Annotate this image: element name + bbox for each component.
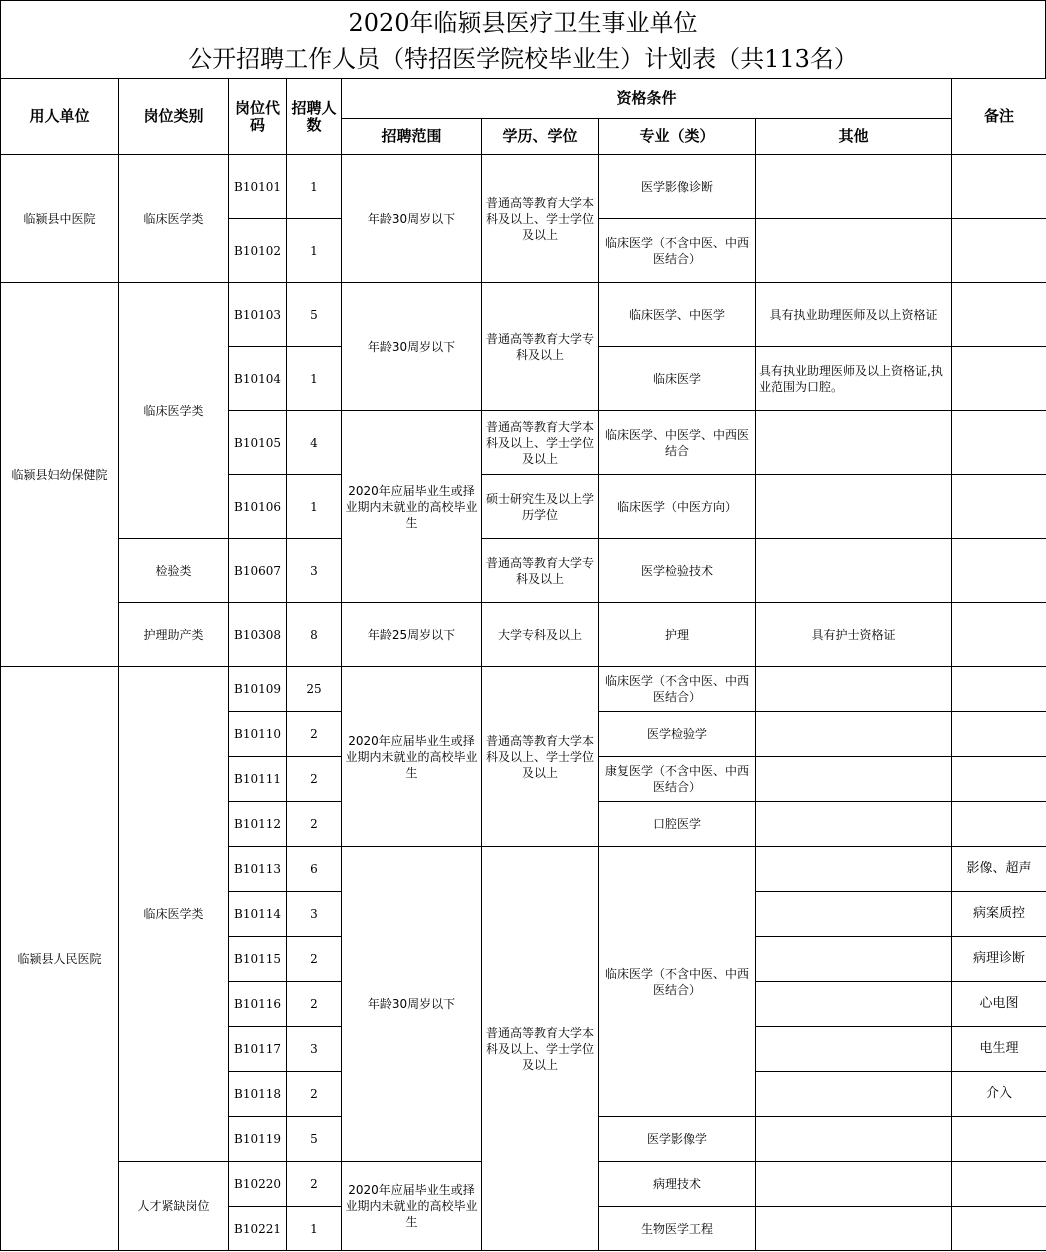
other-cell — [756, 411, 952, 475]
remark-cell — [952, 219, 1046, 283]
post-type-cell: 临床医学类 — [119, 155, 229, 283]
count-cell: 4 — [287, 411, 342, 475]
table-row — [1, 539, 1046, 603]
count-cell: 6 — [287, 847, 342, 892]
header-scope: 招聘范围 — [342, 119, 482, 155]
other-cell — [756, 1117, 952, 1162]
other-cell — [756, 1207, 952, 1251]
header-major: 专业（类） — [599, 119, 756, 155]
unit-cell: 临颍县人民医院 — [1, 667, 119, 1251]
title-line-2: 公开招聘工作人员（特招医学院校毕业生）计划表（共113名） — [188, 45, 858, 73]
other-cell: 具有执业助理医师及以上资格证,执业范围为口腔。 — [756, 347, 952, 411]
document-title — [0, 0, 1046, 78]
remark-cell — [952, 712, 1046, 757]
major-cell: 临床医学、中医学、中西医结合 — [599, 411, 756, 475]
remark-cell: 病案质控 — [952, 892, 1046, 937]
count-cell: 1 — [287, 1207, 342, 1251]
count-cell: 5 — [287, 1117, 342, 1162]
other-cell — [756, 475, 952, 539]
table-row — [1, 667, 1046, 712]
remark-cell — [952, 1162, 1046, 1207]
code-cell: B10109 — [229, 667, 287, 712]
degree-cell: 普通高等教育大学本科及以上、学士学位及以上 — [482, 667, 599, 847]
recruitment-plan-table — [0, 78, 1046, 1251]
code-cell: B10102 — [229, 219, 287, 283]
remark-cell: 影像、超声 — [952, 847, 1046, 892]
major-cell: 口腔医学 — [599, 802, 756, 847]
remark-cell — [952, 603, 1046, 667]
degree-cell: 硕士研究生及以上学历学位 — [482, 475, 599, 539]
count-cell: 25 — [287, 667, 342, 712]
code-cell: B10220 — [229, 1162, 287, 1207]
major-cell: 护理 — [599, 603, 756, 667]
remark-cell — [952, 155, 1046, 219]
degree-cell: 普通高等教育大学专科及以上 — [482, 539, 599, 603]
count-cell: 8 — [287, 603, 342, 667]
other-cell — [756, 219, 952, 283]
other-cell — [756, 1072, 952, 1117]
code-cell: B10115 — [229, 937, 287, 982]
code-cell: B10105 — [229, 411, 287, 475]
header-unit: 用人单位 — [1, 79, 119, 155]
remark-cell: 病理诊断 — [952, 937, 1046, 982]
count-cell: 2 — [287, 937, 342, 982]
remark-cell — [952, 1117, 1046, 1162]
unit-cell: 临颍县中医院 — [1, 155, 119, 283]
header-post-type: 岗位类别 — [119, 79, 229, 155]
major-cell: 医学检验学 — [599, 712, 756, 757]
post-type-cell: 临床医学类 — [119, 283, 229, 539]
code-cell: B10114 — [229, 892, 287, 937]
count-cell: 5 — [287, 283, 342, 347]
header-remark: 备注 — [952, 79, 1046, 155]
code-cell: B10119 — [229, 1117, 287, 1162]
code-cell: B10308 — [229, 603, 287, 667]
count-cell: 2 — [287, 802, 342, 847]
degree-cell: 大学专科及以上 — [482, 603, 599, 667]
post-type-cell: 护理助产类 — [119, 603, 229, 667]
scope-cell: 2020年应届毕业生或择业期内未就业的高校毕业生 — [342, 667, 482, 847]
major-cell: 康复医学（不含中医、中西医结合） — [599, 757, 756, 802]
code-cell: B10607 — [229, 539, 287, 603]
other-cell — [756, 982, 952, 1027]
remark-cell — [952, 667, 1046, 712]
scope-cell: 年龄30周岁以下 — [342, 847, 482, 1162]
count-cell: 2 — [287, 982, 342, 1027]
title-line-1: 2020年临颍县医疗卫生事业单位 — [348, 9, 698, 37]
table-row — [1, 603, 1046, 667]
major-cell: 医学检验技术 — [599, 539, 756, 603]
remark-cell — [952, 802, 1046, 847]
count-cell: 3 — [287, 892, 342, 937]
code-cell: B10112 — [229, 802, 287, 847]
code-cell: B10221 — [229, 1207, 287, 1251]
other-cell — [756, 1162, 952, 1207]
remark-cell — [952, 1207, 1046, 1251]
other-cell: 具有护士资格证 — [756, 603, 952, 667]
table-row — [1, 155, 1046, 219]
remark-cell: 介入 — [952, 1072, 1046, 1117]
other-cell — [756, 539, 952, 603]
major-cell: 临床医学（中医方向） — [599, 475, 756, 539]
major-cell: 临床医学（不含中医、中西医结合） — [599, 847, 756, 1117]
header-code: 岗位代码 — [229, 79, 287, 155]
header-degree: 学历、学位 — [482, 119, 599, 155]
major-cell: 临床医学、中医学 — [599, 283, 756, 347]
scope-cell: 年龄30周岁以下 — [342, 283, 482, 411]
other-cell — [756, 667, 952, 712]
code-cell: B10118 — [229, 1072, 287, 1117]
count-cell: 2 — [287, 757, 342, 802]
remark-cell — [952, 347, 1046, 411]
scope-cell: 年龄30周岁以下 — [342, 155, 482, 283]
post-type-cell: 检验类 — [119, 539, 229, 603]
major-cell: 医学影像诊断 — [599, 155, 756, 219]
other-cell — [756, 757, 952, 802]
other-cell — [756, 802, 952, 847]
major-cell: 病理技术 — [599, 1162, 756, 1207]
code-cell: B10113 — [229, 847, 287, 892]
table-row — [1, 283, 1046, 347]
major-cell: 临床医学 — [599, 347, 756, 411]
degree-cell: 普通高等教育大学本科及以上、学士学位及以上 — [482, 155, 599, 283]
code-cell: B10106 — [229, 475, 287, 539]
degree-cell: 普通高等教育大学本科及以上、学士学位及以上 — [482, 411, 599, 475]
other-cell — [756, 847, 952, 892]
unit-cell: 临颍县妇幼保健院 — [1, 283, 119, 667]
post-type-cell: 人才紧缺岗位 — [119, 1162, 229, 1251]
code-cell: B10104 — [229, 347, 287, 411]
other-cell — [756, 155, 952, 219]
count-cell: 1 — [287, 155, 342, 219]
other-cell — [756, 892, 952, 937]
count-cell: 1 — [287, 347, 342, 411]
header-qualifications: 资格条件 — [342, 79, 952, 119]
degree-cell: 普通高等教育大学本科及以上、学士学位及以上 — [482, 847, 599, 1251]
code-cell: B10110 — [229, 712, 287, 757]
scope-cell: 2020年应届毕业生或择业期内未就业的高校毕业生 — [342, 1162, 482, 1251]
other-cell — [756, 1027, 952, 1072]
count-cell: 2 — [287, 1072, 342, 1117]
post-type-cell: 临床医学类 — [119, 667, 229, 1162]
remark-cell — [952, 757, 1046, 802]
remark-cell — [952, 539, 1046, 603]
major-cell: 临床医学（不含中医、中西医结合） — [599, 667, 756, 712]
count-cell: 2 — [287, 1162, 342, 1207]
major-cell: 医学影像学 — [599, 1117, 756, 1162]
code-cell: B10103 — [229, 283, 287, 347]
code-cell: B10116 — [229, 982, 287, 1027]
code-cell: B10117 — [229, 1027, 287, 1072]
other-cell: 具有执业助理医师及以上资格证 — [756, 283, 952, 347]
count-cell: 1 — [287, 475, 342, 539]
major-cell: 生物医学工程 — [599, 1207, 756, 1251]
remark-cell — [952, 283, 1046, 347]
remark-cell: 心电图 — [952, 982, 1046, 1027]
other-cell — [756, 937, 952, 982]
degree-cell: 普通高等教育大学专科及以上 — [482, 283, 599, 411]
count-cell: 1 — [287, 219, 342, 283]
count-cell: 3 — [287, 1027, 342, 1072]
scope-cell: 2020年应届毕业生或择业期内未就业的高校毕业生 — [342, 411, 482, 603]
scope-cell: 年龄25周岁以下 — [342, 603, 482, 667]
header-other: 其他 — [756, 119, 952, 155]
remark-cell — [952, 411, 1046, 475]
remark-cell: 电生理 — [952, 1027, 1046, 1072]
count-cell: 3 — [287, 539, 342, 603]
other-cell — [756, 712, 952, 757]
major-cell: 临床医学（不含中医、中西医结合） — [599, 219, 756, 283]
header-count: 招聘人数 — [287, 79, 342, 155]
code-cell: B10101 — [229, 155, 287, 219]
code-cell: B10111 — [229, 757, 287, 802]
remark-cell — [952, 475, 1046, 539]
count-cell: 2 — [287, 712, 342, 757]
